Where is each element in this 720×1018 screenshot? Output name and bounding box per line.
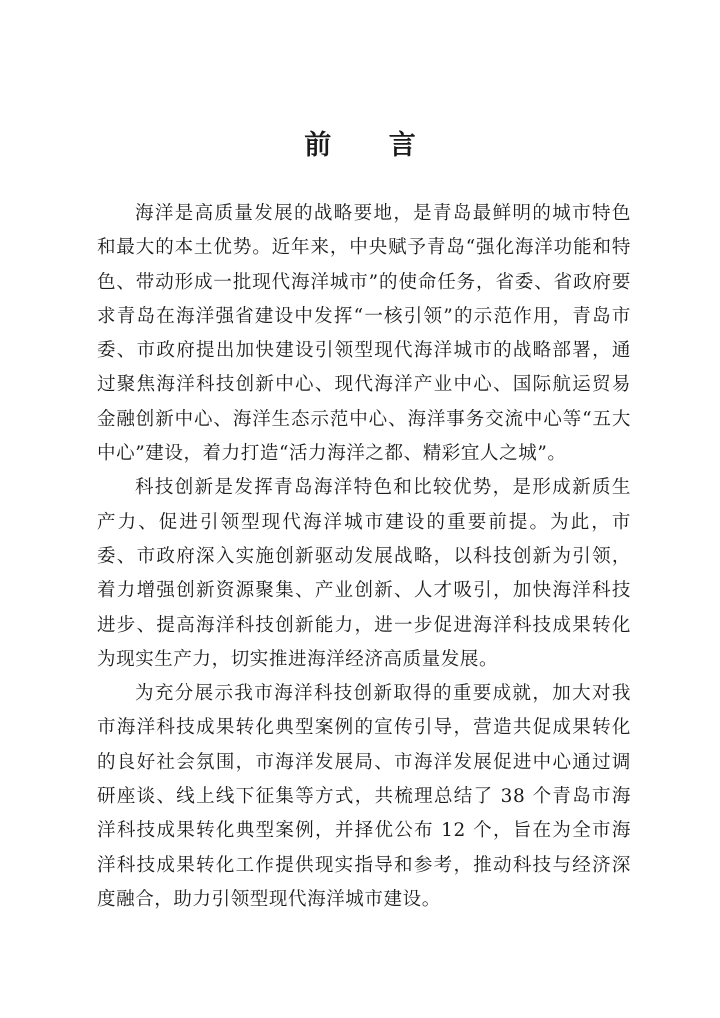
paragraph: 科技创新是发挥青岛海洋特色和比较优势，是形成新质生产力、促进引领型现代海洋城市建设的重要前提。为此，市委、市政府深入实施创新驱动发展战略，以科技创新为引领，着力增强创新资源聚集、产业创新、人才吸引，加快海洋科技进步、提高海洋科技创新能力，进一步促进海洋科技成果转化为现实生产力，切实推进海洋经济高质量发展。 <box>97 477 631 670</box>
paragraph: 为充分展示我市海洋科技创新取得的重要成就，加大对我市海洋科技成果转化典型案例的宣传引导，营造共促成果转化的良好社会氛围，市海洋发展局、市海洋发展促进中心通过调研座谈、线上线下征集等方式，共梳理总结了 38 个青岛市海洋科技成果转化典型案例，并择优公布 12 个，旨在为全市海洋科技成果转化工作提供现实指导和参考，推动科技与经济深度融合，助力引领型现代海洋城市建设。 <box>97 683 631 910</box>
page-title: 前 言 <box>304 130 440 161</box>
document-body <box>97 197 631 917</box>
paragraph: 海洋是高质量发展的战略要地，是青岛最鲜明的城市特色和最大的本土优势。近年来，中央赋予青岛“强化海洋功能和特色、带动形成一批现代海洋城市”的使命任务，省委、省政府要求青岛在海洋强省建设中发挥“一核引领”的示范作用，青岛市委、市政府提出加快建设引领型现代海洋城市的战略部署，通过聚焦海洋科技创新中心、现代海洋产业中心、国际航运贸易金融创新中心、海洋生态示范中心、海洋事务交流中心等“五大中心”建设，着力打造“活力海洋之都、精彩宜人之城”。 <box>97 203 631 465</box>
